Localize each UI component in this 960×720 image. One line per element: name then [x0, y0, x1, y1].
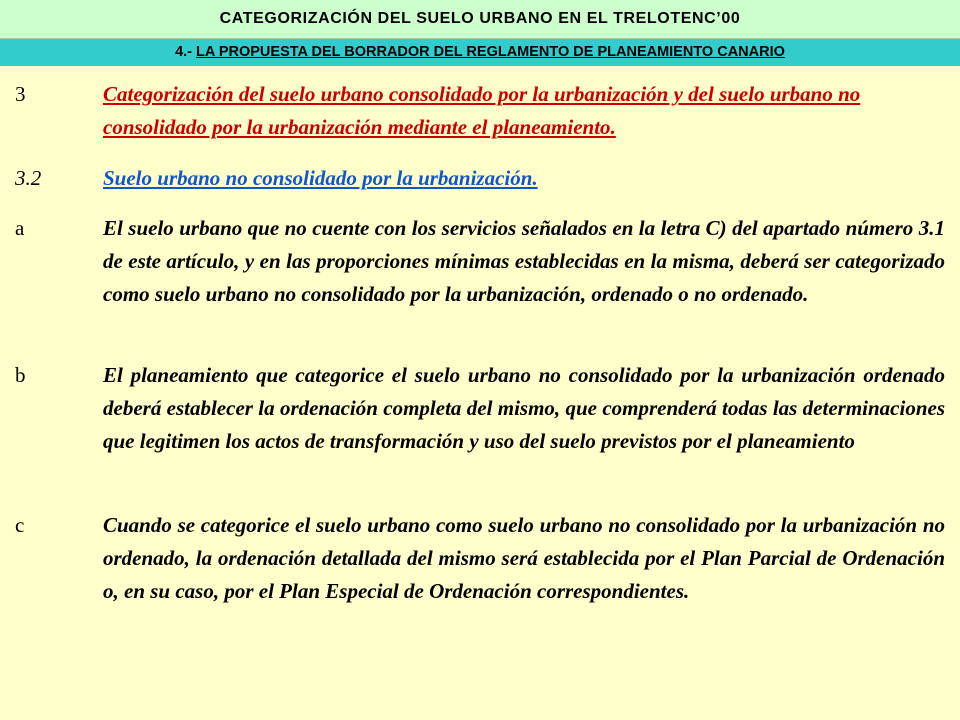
paragraph-letter: c — [15, 513, 25, 537]
subtitle-prefix: 4.- — [175, 44, 197, 60]
section-number: 3.2 — [15, 166, 42, 190]
subtitle — [175, 44, 785, 60]
paragraph-a — [15, 212, 945, 311]
subtitle-bar — [0, 39, 960, 66]
paragraph-text: Cuando se categorice el suelo urbano como suelo urbano no consolidado por la urbanización no ordenado, la ordenación detallada del mismo será establecida por el Plan Parcial de Ordenación o, en su caso, por el Plan Especial de Ordenación correspondientes. — [103, 513, 945, 603]
paragraph-letter: a — [15, 216, 25, 240]
paragraph-b — [15, 359, 945, 458]
title-bar — [0, 0, 960, 39]
paragraph-c — [15, 509, 945, 608]
subsection-heading: Suelo urbano no consolidado por la urbanización. — [103, 166, 538, 190]
section-number: 3 — [15, 82, 26, 106]
paragraph-letter: b — [15, 363, 26, 387]
paragraph-text: El suelo urbano que no cuente con los servicios señalados en la letra C) del apartado número 3.1 de este artículo, y en las proporciones mínimas establecidas en la misma, deberá ser categorizado como suelo urbano no consolidado por la urbanización, ordenado o no ordenado. — [103, 216, 945, 306]
section-3-2 — [15, 162, 945, 195]
paragraph-text: El planeamiento que categorice el suelo urbano no consolidado por la urbanización ordenado deberá establecer la ordenación completa del mismo, que comprenderá todas las determinaciones que legitimen los actos de transformación y uso del suelo previstos por el planeamiento — [103, 363, 945, 453]
section-heading: Categorización del suelo urbano consolidado por la urbanización y del suelo urbano no consolidado por la urbanización mediante el planeamiento. — [103, 82, 861, 139]
subtitle-link: LA PROPUESTA DEL BORRADOR DEL REGLAMENTO DE PLANEAMIENTO CANARIO — [196, 44, 785, 60]
page-title: CATEGORIZACIÓN DEL SUELO URBANO EN EL TRELOTENC’00 — [219, 10, 741, 27]
section-3 — [15, 78, 945, 144]
